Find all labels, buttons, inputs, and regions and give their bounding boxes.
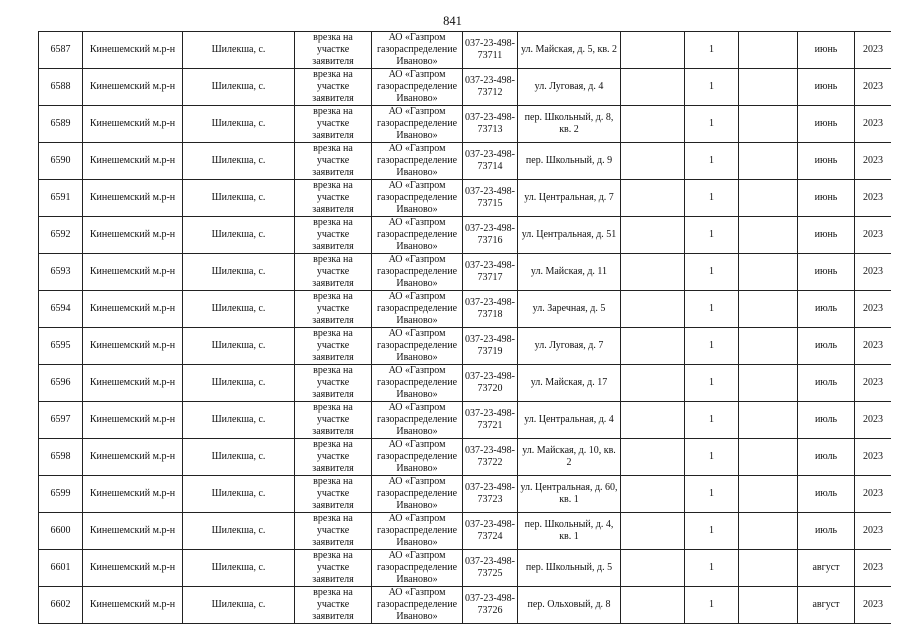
empty-cell (739, 291, 798, 328)
table-row (39, 587, 892, 624)
row-number-cell: 6591 (39, 180, 83, 217)
settlement-cell: Шилекша, с. (183, 180, 295, 217)
quantity-cell: 1 (685, 476, 739, 513)
connection-type-cell: врезка на участке заявителя (295, 550, 372, 587)
settlement-cell: Шилекша, с. (183, 328, 295, 365)
row-number-cell: 6598 (39, 439, 83, 476)
organization-cell: АО «Газпром газораспределение Иваново» (372, 217, 463, 254)
month-cell: июнь (798, 32, 855, 69)
empty-cell (621, 217, 685, 254)
table-row (39, 32, 892, 69)
month-cell: июнь (798, 143, 855, 180)
settlement-cell: Шилекша, с. (183, 254, 295, 291)
month-cell: июль (798, 402, 855, 439)
year-cell: 2023 (855, 180, 892, 217)
year-cell: 2023 (855, 69, 892, 106)
quantity-cell: 1 (685, 328, 739, 365)
empty-cell (739, 328, 798, 365)
settlement-cell: Шилекша, с. (183, 439, 295, 476)
settlement-cell: Шилекша, с. (183, 587, 295, 624)
request-code-cell: 037-23-498-73725 (463, 550, 518, 587)
year-cell: 2023 (855, 513, 892, 550)
month-cell: июль (798, 439, 855, 476)
quantity-cell: 1 (685, 587, 739, 624)
district-cell: Кинешемский м.р-н (83, 69, 183, 106)
address-cell: пер. Ольховый, д. 8 (518, 587, 621, 624)
district-cell: Кинешемский м.р-н (83, 402, 183, 439)
empty-cell (739, 550, 798, 587)
empty-cell (621, 106, 685, 143)
district-cell: Кинешемский м.р-н (83, 254, 183, 291)
connection-type-cell: врезка на участке заявителя (295, 291, 372, 328)
table-container (38, 31, 891, 640)
district-cell: Кинешемский м.р-н (83, 143, 183, 180)
request-code-cell: 037-23-498-73721 (463, 402, 518, 439)
settlement-cell: Шилекша, с. (183, 291, 295, 328)
settlement-cell: Шилекша, с. (183, 106, 295, 143)
year-cell: 2023 (855, 476, 892, 513)
empty-cell (739, 513, 798, 550)
quantity-cell: 1 (685, 291, 739, 328)
address-cell: ул. Центральная, д. 51 (518, 217, 621, 254)
table-row (39, 439, 892, 476)
empty-cell (739, 32, 798, 69)
organization-cell: АО «Газпром газораспределение Иваново» (372, 106, 463, 143)
table-body (39, 32, 892, 624)
row-number-cell: 6600 (39, 513, 83, 550)
empty-cell (621, 402, 685, 439)
quantity-cell: 1 (685, 32, 739, 69)
district-cell: Кинешемский м.р-н (83, 32, 183, 69)
empty-cell (739, 587, 798, 624)
request-code-cell: 037-23-498-73716 (463, 217, 518, 254)
address-cell: ул. Майская, д. 5, кв. 2 (518, 32, 621, 69)
connection-type-cell: врезка на участке заявителя (295, 328, 372, 365)
connection-type-cell: врезка на участке заявителя (295, 254, 372, 291)
empty-cell (739, 254, 798, 291)
connection-type-cell: врезка на участке заявителя (295, 106, 372, 143)
table-row (39, 254, 892, 291)
data-table (38, 31, 891, 624)
settlement-cell: Шилекша, с. (183, 476, 295, 513)
empty-cell (621, 254, 685, 291)
table-row (39, 328, 892, 365)
address-cell: пер. Школьный, д. 4, кв. 1 (518, 513, 621, 550)
district-cell: Кинешемский м.р-н (83, 180, 183, 217)
district-cell: Кинешемский м.р-н (83, 550, 183, 587)
quantity-cell: 1 (685, 69, 739, 106)
request-code-cell: 037-23-498-73711 (463, 32, 518, 69)
quantity-cell: 1 (685, 365, 739, 402)
address-cell: пер. Школьный, д. 5 (518, 550, 621, 587)
page-number: 841 (443, 14, 462, 28)
request-code-cell: 037-23-498-73712 (463, 69, 518, 106)
district-cell: Кинешемский м.р-н (83, 106, 183, 143)
settlement-cell: Шилекша, с. (183, 69, 295, 106)
request-code-cell: 037-23-498-73717 (463, 254, 518, 291)
empty-cell (739, 476, 798, 513)
row-number-cell: 6589 (39, 106, 83, 143)
year-cell: 2023 (855, 254, 892, 291)
year-cell: 2023 (855, 402, 892, 439)
year-cell: 2023 (855, 587, 892, 624)
month-cell: июнь (798, 106, 855, 143)
table-row (39, 106, 892, 143)
address-cell: пер. Школьный, д. 8, кв. 2 (518, 106, 621, 143)
empty-cell (739, 180, 798, 217)
organization-cell: АО «Газпром газораспределение Иваново» (372, 402, 463, 439)
table-row (39, 291, 892, 328)
table-row (39, 513, 892, 550)
empty-cell (739, 106, 798, 143)
table-row (39, 365, 892, 402)
connection-type-cell: врезка на участке заявителя (295, 365, 372, 402)
row-number-cell: 6597 (39, 402, 83, 439)
address-cell: ул. Майская, д. 17 (518, 365, 621, 402)
empty-cell (621, 69, 685, 106)
table-row (39, 476, 892, 513)
settlement-cell: Шилекша, с. (183, 217, 295, 254)
address-cell: пер. Школьный, д. 9 (518, 143, 621, 180)
district-cell: Кинешемский м.р-н (83, 365, 183, 402)
quantity-cell: 1 (685, 180, 739, 217)
empty-cell (621, 365, 685, 402)
empty-cell (739, 365, 798, 402)
request-code-cell: 037-23-498-73714 (463, 143, 518, 180)
district-cell: Кинешемский м.р-н (83, 439, 183, 476)
row-number-cell: 6590 (39, 143, 83, 180)
year-cell: 2023 (855, 365, 892, 402)
connection-type-cell: врезка на участке заявителя (295, 69, 372, 106)
settlement-cell: Шилекша, с. (183, 550, 295, 587)
empty-cell (739, 402, 798, 439)
district-cell: Кинешемский м.р-н (83, 476, 183, 513)
quantity-cell: 1 (685, 439, 739, 476)
year-cell: 2023 (855, 106, 892, 143)
settlement-cell: Шилекша, с. (183, 365, 295, 402)
quantity-cell: 1 (685, 254, 739, 291)
table-row (39, 402, 892, 439)
request-code-cell: 037-23-498-73722 (463, 439, 518, 476)
year-cell: 2023 (855, 328, 892, 365)
row-number-cell: 6596 (39, 365, 83, 402)
quantity-cell: 1 (685, 143, 739, 180)
year-cell: 2023 (855, 439, 892, 476)
empty-cell (739, 143, 798, 180)
month-cell: июль (798, 365, 855, 402)
organization-cell: АО «Газпром газораспределение Иваново» (372, 439, 463, 476)
address-cell: ул. Заречная, д. 5 (518, 291, 621, 328)
quantity-cell: 1 (685, 513, 739, 550)
month-cell: июнь (798, 180, 855, 217)
month-cell: июнь (798, 217, 855, 254)
empty-cell (621, 587, 685, 624)
empty-cell (621, 550, 685, 587)
connection-type-cell: врезка на участке заявителя (295, 476, 372, 513)
year-cell: 2023 (855, 217, 892, 254)
district-cell: Кинешемский м.р-н (83, 217, 183, 254)
address-cell: ул. Майская, д. 10, кв. 2 (518, 439, 621, 476)
connection-type-cell: врезка на участке заявителя (295, 180, 372, 217)
settlement-cell: Шилекша, с. (183, 143, 295, 180)
connection-type-cell: врезка на участке заявителя (295, 32, 372, 69)
year-cell: 2023 (855, 32, 892, 69)
address-cell: ул. Центральная, д. 60, кв. 1 (518, 476, 621, 513)
connection-type-cell: врезка на участке заявителя (295, 217, 372, 254)
empty-cell (621, 180, 685, 217)
month-cell: июль (798, 476, 855, 513)
quantity-cell: 1 (685, 106, 739, 143)
address-cell: ул. Майская, д. 11 (518, 254, 621, 291)
empty-cell (739, 69, 798, 106)
table-row (39, 550, 892, 587)
row-number-cell: 6602 (39, 587, 83, 624)
request-code-cell: 037-23-498-73719 (463, 328, 518, 365)
organization-cell: АО «Газпром газораспределение Иваново» (372, 254, 463, 291)
organization-cell: АО «Газпром газораспределение Иваново» (372, 180, 463, 217)
request-code-cell: 037-23-498-73726 (463, 587, 518, 624)
empty-cell (621, 143, 685, 180)
quantity-cell: 1 (685, 550, 739, 587)
empty-cell (621, 476, 685, 513)
empty-cell (621, 439, 685, 476)
month-cell: июнь (798, 254, 855, 291)
quantity-cell: 1 (685, 217, 739, 254)
row-number-cell: 6593 (39, 254, 83, 291)
year-cell: 2023 (855, 143, 892, 180)
connection-type-cell: врезка на участке заявителя (295, 402, 372, 439)
month-cell: июль (798, 513, 855, 550)
request-code-cell: 037-23-498-73723 (463, 476, 518, 513)
year-cell: 2023 (855, 550, 892, 587)
empty-cell (739, 439, 798, 476)
connection-type-cell: врезка на участке заявителя (295, 513, 372, 550)
month-cell: июнь (798, 69, 855, 106)
month-cell: июль (798, 328, 855, 365)
district-cell: Кинешемский м.р-н (83, 328, 183, 365)
table-row (39, 69, 892, 106)
organization-cell: АО «Газпром газораспределение Иваново» (372, 513, 463, 550)
row-number-cell: 6599 (39, 476, 83, 513)
empty-cell (621, 328, 685, 365)
organization-cell: АО «Газпром газораспределение Иваново» (372, 143, 463, 180)
table-row (39, 180, 892, 217)
row-number-cell: 6587 (39, 32, 83, 69)
empty-cell (621, 513, 685, 550)
connection-type-cell: врезка на участке заявителя (295, 439, 372, 476)
empty-cell (739, 217, 798, 254)
request-code-cell: 037-23-498-73718 (463, 291, 518, 328)
month-cell: август (798, 587, 855, 624)
row-number-cell: 6592 (39, 217, 83, 254)
table-row (39, 143, 892, 180)
organization-cell: АО «Газпром газораспределение Иваново» (372, 69, 463, 106)
organization-cell: АО «Газпром газораспределение Иваново» (372, 587, 463, 624)
empty-cell (621, 32, 685, 69)
quantity-cell: 1 (685, 402, 739, 439)
organization-cell: АО «Газпром газораспределение Иваново» (372, 328, 463, 365)
connection-type-cell: врезка на участке заявителя (295, 143, 372, 180)
table-row (39, 217, 892, 254)
request-code-cell: 037-23-498-73724 (463, 513, 518, 550)
district-cell: Кинешемский м.р-н (83, 291, 183, 328)
address-cell: ул. Луговая, д. 7 (518, 328, 621, 365)
request-code-cell: 037-23-498-73715 (463, 180, 518, 217)
month-cell: август (798, 550, 855, 587)
address-cell: ул. Центральная, д. 4 (518, 402, 621, 439)
organization-cell: АО «Газпром газораспределение Иваново» (372, 476, 463, 513)
address-cell: ул. Центральная, д. 7 (518, 180, 621, 217)
connection-type-cell: врезка на участке заявителя (295, 587, 372, 624)
organization-cell: АО «Газпром газораспределение Иваново» (372, 550, 463, 587)
month-cell: июль (798, 291, 855, 328)
row-number-cell: 6594 (39, 291, 83, 328)
organization-cell: АО «Газпром газораспределение Иваново» (372, 32, 463, 69)
request-code-cell: 037-23-498-73713 (463, 106, 518, 143)
row-number-cell: 6601 (39, 550, 83, 587)
empty-cell (621, 291, 685, 328)
row-number-cell: 6595 (39, 328, 83, 365)
district-cell: Кинешемский м.р-н (83, 513, 183, 550)
settlement-cell: Шилекша, с. (183, 32, 295, 69)
settlement-cell: Шилекша, с. (183, 402, 295, 439)
row-number-cell: 6588 (39, 69, 83, 106)
district-cell: Кинешемский м.р-н (83, 587, 183, 624)
settlement-cell: Шилекша, с. (183, 513, 295, 550)
address-cell: ул. Луговая, д. 4 (518, 69, 621, 106)
organization-cell: АО «Газпром газораспределение Иваново» (372, 365, 463, 402)
organization-cell: АО «Газпром газораспределение Иваново» (372, 291, 463, 328)
request-code-cell: 037-23-498-73720 (463, 365, 518, 402)
year-cell: 2023 (855, 291, 892, 328)
